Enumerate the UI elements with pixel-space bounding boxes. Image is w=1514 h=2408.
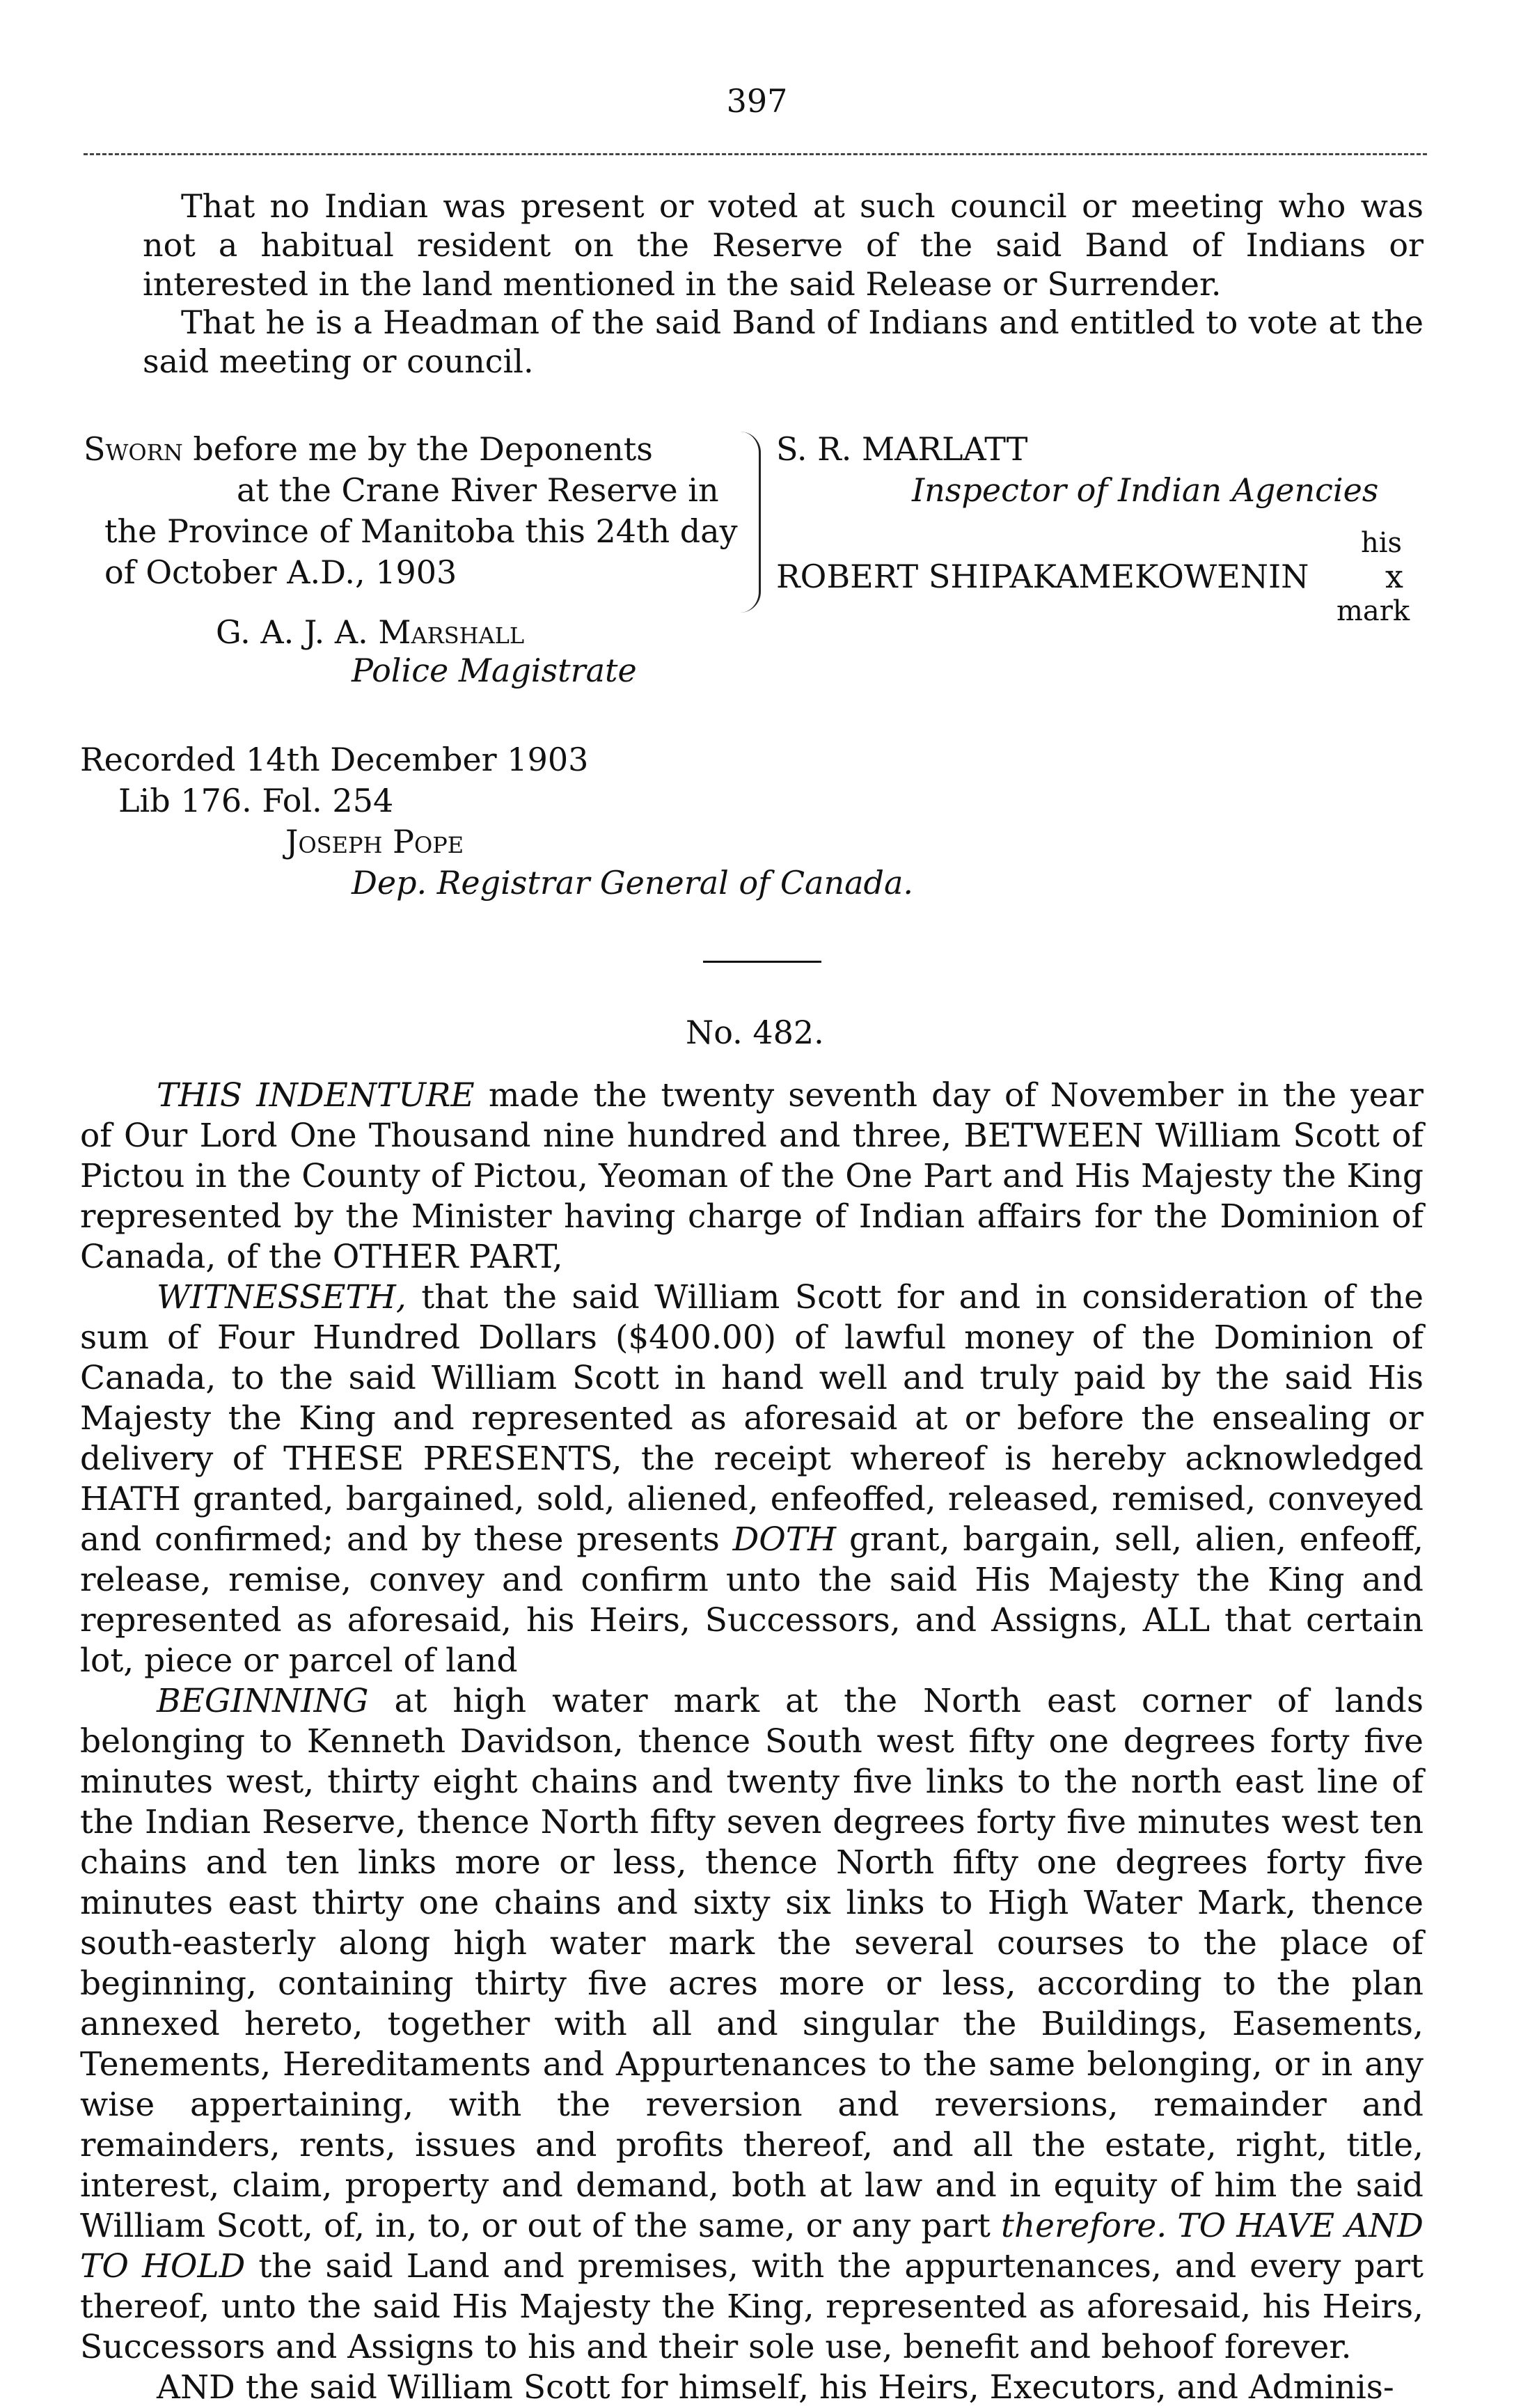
mark-label: mark <box>1336 595 1410 627</box>
robert-name: ROBERT SHIPAKAMEKOWENIN <box>776 558 1309 595</box>
opening-paragraph-2: That he is a Headman of the said Band of Indians and entitled to vote at the said meeting or council. <box>143 304 1424 380</box>
his-label: his <box>1361 527 1403 559</box>
jurat-line-4: of October A.D., 1903 <box>104 553 457 591</box>
document-number: No. 482. <box>686 1014 824 1051</box>
magistrate-name: G. A. J. A. Marshall <box>216 613 525 651</box>
header-rule <box>84 153 1427 155</box>
opening-paragraph-1: That no Indian was present or voted at such council or meeting who was not a habitual resident on the Reserve of the said Band of Indians or interested in the land mentioned in the said Release or Surrender. <box>143 187 1424 303</box>
magistrate-title: Police Magistrate <box>352 652 637 689</box>
recorded-line: Recorded 14th December 1903 <box>80 741 589 778</box>
registrar-title: Dep. Registrar General of Canada. <box>352 864 913 902</box>
registrar-name: Joseph Pope <box>285 823 464 860</box>
lib-fol-line: Lib 176. Fol. 254 <box>118 782 394 819</box>
indenture-paragraph-4: AND the said William Scott for himself, his Heirs, Executors, and Adminis- <box>157 2368 1394 2407</box>
jurat-line-2: at the Crane River Reserve in <box>237 471 719 509</box>
indenture-paragraph-3: BEGINNING at high water mark at the North east corner of lands belonging to Kenneth Davidson, thence South west fifty one degrees forty five minutes west, thirty eight chains and twenty five links to the north east line of the Indian Reserve, thence North fifty seven degrees forty five minutes west ten chains and ten links more or less, thence North fifty one degrees forty five minutes east thirty one chains and sixty six links to High Water Mark, thence south-easterly along high water mark the several courses to the place of beginning, containing thirty five acres more or less, according to the plan annexed hereto, together with all and singular the Buildings, Easements, Tenements, Hereditaments and Appurtenances to the same belonging, or in any wise appertaining, with the reversion and reversions, remainder and remainders, rents, issues and profits thereof, and all the estate, right, title, interest, claim, property and demand, both at law and in equity of him the said William Scott, of, in, to, or out of the same, or any part therefore. TO HAVE AND TO HOLD the said Land and premises, with the appurtenances, and every part thereof, unto the said His Majesty the King, represented as aforesaid, his Heirs, Successors and Assigns to his and their sole use, benefit and behoof forever. <box>80 1682 1424 2366</box>
inspector-name: S. R. MARLATT <box>776 430 1028 468</box>
mark-x: x <box>1385 558 1403 595</box>
indenture-paragraph-1: THIS INDENTURE made the twenty seventh day of November in the year of Our Lord One Thousand nine hundred and three, BETWEEN William Scott of Pictou in the County of Pictou, Yeoman of the One Part and His Majesty the King represented by the Minister having charge of Indian affairs for the Dominion of Canada, of the OTHER PART, <box>80 1076 1424 1276</box>
jurat-line-3: the Province of Manitoba this 24th day <box>104 512 738 550</box>
jurat-brace <box>731 432 761 613</box>
indenture-body <box>80 1076 1424 2408</box>
jurat-line-1: Sworn before me by the Deponents <box>84 430 653 468</box>
section-rule <box>703 961 821 963</box>
inspector-title: Inspector of Indian Agencies <box>912 471 1379 509</box>
indenture-paragraph-2: WITNESSETH, that the said William Scott for and in consideration of the sum of Four Hundred Dollars ($400.00) of lawful money of the Dominion of Canada, to the said William Scott in hand well and truly paid by the said His Majesty the King and represented as aforesaid at or before the ensealing or delivery of THESE PRESENTS, the receipt whereof is hereby acknowledged HATH granted, bargained, sold, aliened, enfeoffed, released, remised, conveyed and confirmed; and by these presents DOTH grant, bargain, sell, alien, enfeoff, release, remise, convey and confirm unto the said His Majesty the King and represented as aforesaid, his Heirs, Successors, and Assigns, ALL that certain lot, piece or parcel of land <box>80 1278 1424 1680</box>
page-number: 397 <box>726 82 788 120</box>
